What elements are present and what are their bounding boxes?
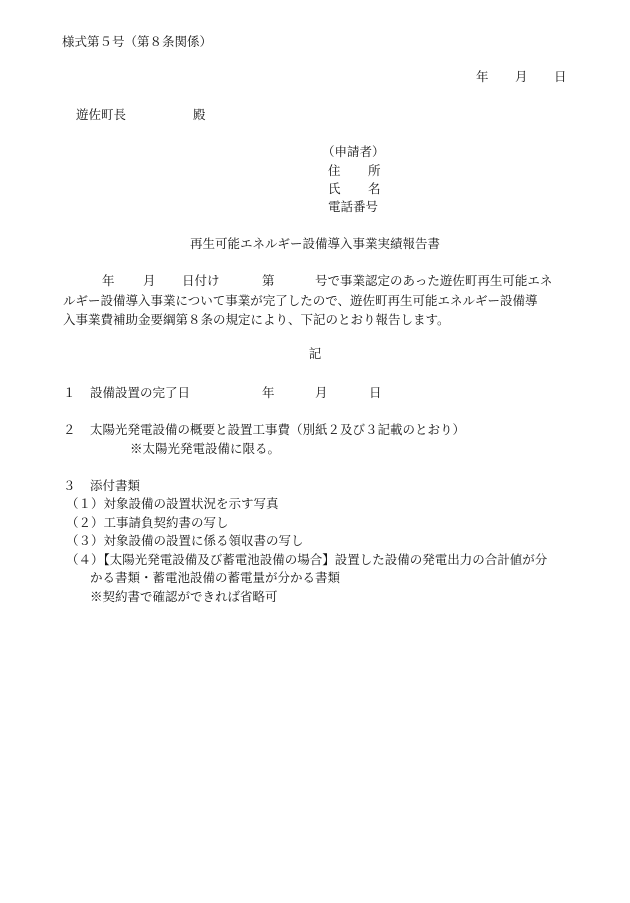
applicant-label: （申請者） — [322, 144, 385, 159]
applicant-phone: 電話番号 — [328, 199, 379, 214]
attachment-item: （１）対象設備の設置状況を示す写真 — [66, 496, 279, 511]
addressee-honorific: 殿 — [193, 107, 206, 122]
attachment-item: （４）【太陽光発電設備及び蓄電池設備の場合】設置した設備の発電出力の合計値が分 — [66, 552, 548, 567]
item2-note: ※太陽光発電設備に限る。 — [130, 441, 281, 456]
body-day: 日付け — [182, 273, 220, 288]
item1-label: 設備設置の完了日 — [90, 385, 191, 400]
body-line3: 入事業費補助金要綱第８条の規定により、下記のとおり報告します。 — [63, 312, 450, 327]
date-month: 月 — [515, 69, 528, 84]
attachment4-continuation: かる書類・蓄電池設備の蓄電量が分かる書類 — [90, 570, 341, 585]
body-year: 年 — [102, 273, 115, 288]
applicant-address-1: 住 — [328, 163, 341, 178]
body-line2: ルギー設備導入事業について事業が完了したので、遊佐町再生可能エネルギー設備導 — [63, 293, 538, 308]
item1-number: １ — [63, 385, 76, 400]
item1-month: 月 — [315, 385, 328, 400]
applicant-name-1: 氏 — [328, 181, 341, 196]
item3-label: 添付書類 — [90, 478, 141, 493]
item1-year: 年 — [262, 385, 275, 400]
addressee-name: 遊佐町長 — [76, 107, 127, 122]
body-month: 月 — [143, 273, 156, 288]
item3-number: ３ — [63, 478, 76, 493]
document-title: 再生可能エネルギー設備導入事業実績報告書 — [189, 236, 440, 251]
attachment-item: （３）対象設備の設置に係る領収書の写し — [66, 533, 304, 548]
date-year: 年 — [476, 69, 489, 84]
date-day: 日 — [554, 69, 567, 84]
attachment4-note: ※契約書で確認ができれば省略可 — [90, 589, 278, 604]
item2-label: 太陽光発電設備の概要と設置工事費（別紙２及び３記載のとおり） — [90, 422, 466, 437]
applicant-address-2: 所 — [368, 163, 381, 178]
attachment-item: （２）工事請負契約書の写し — [66, 515, 229, 530]
applicant-name-2: 名 — [368, 181, 381, 196]
form-number: 様式第５号（第８条関係） — [62, 34, 213, 49]
ki-heading: 記 — [308, 346, 322, 361]
item1-day: 日 — [369, 385, 382, 400]
item2-number: ２ — [63, 422, 76, 437]
body-line1-rest: 号で事業認定のあった遊佐町再生可能エネ — [315, 273, 553, 288]
body-dai: 第 — [262, 273, 275, 288]
